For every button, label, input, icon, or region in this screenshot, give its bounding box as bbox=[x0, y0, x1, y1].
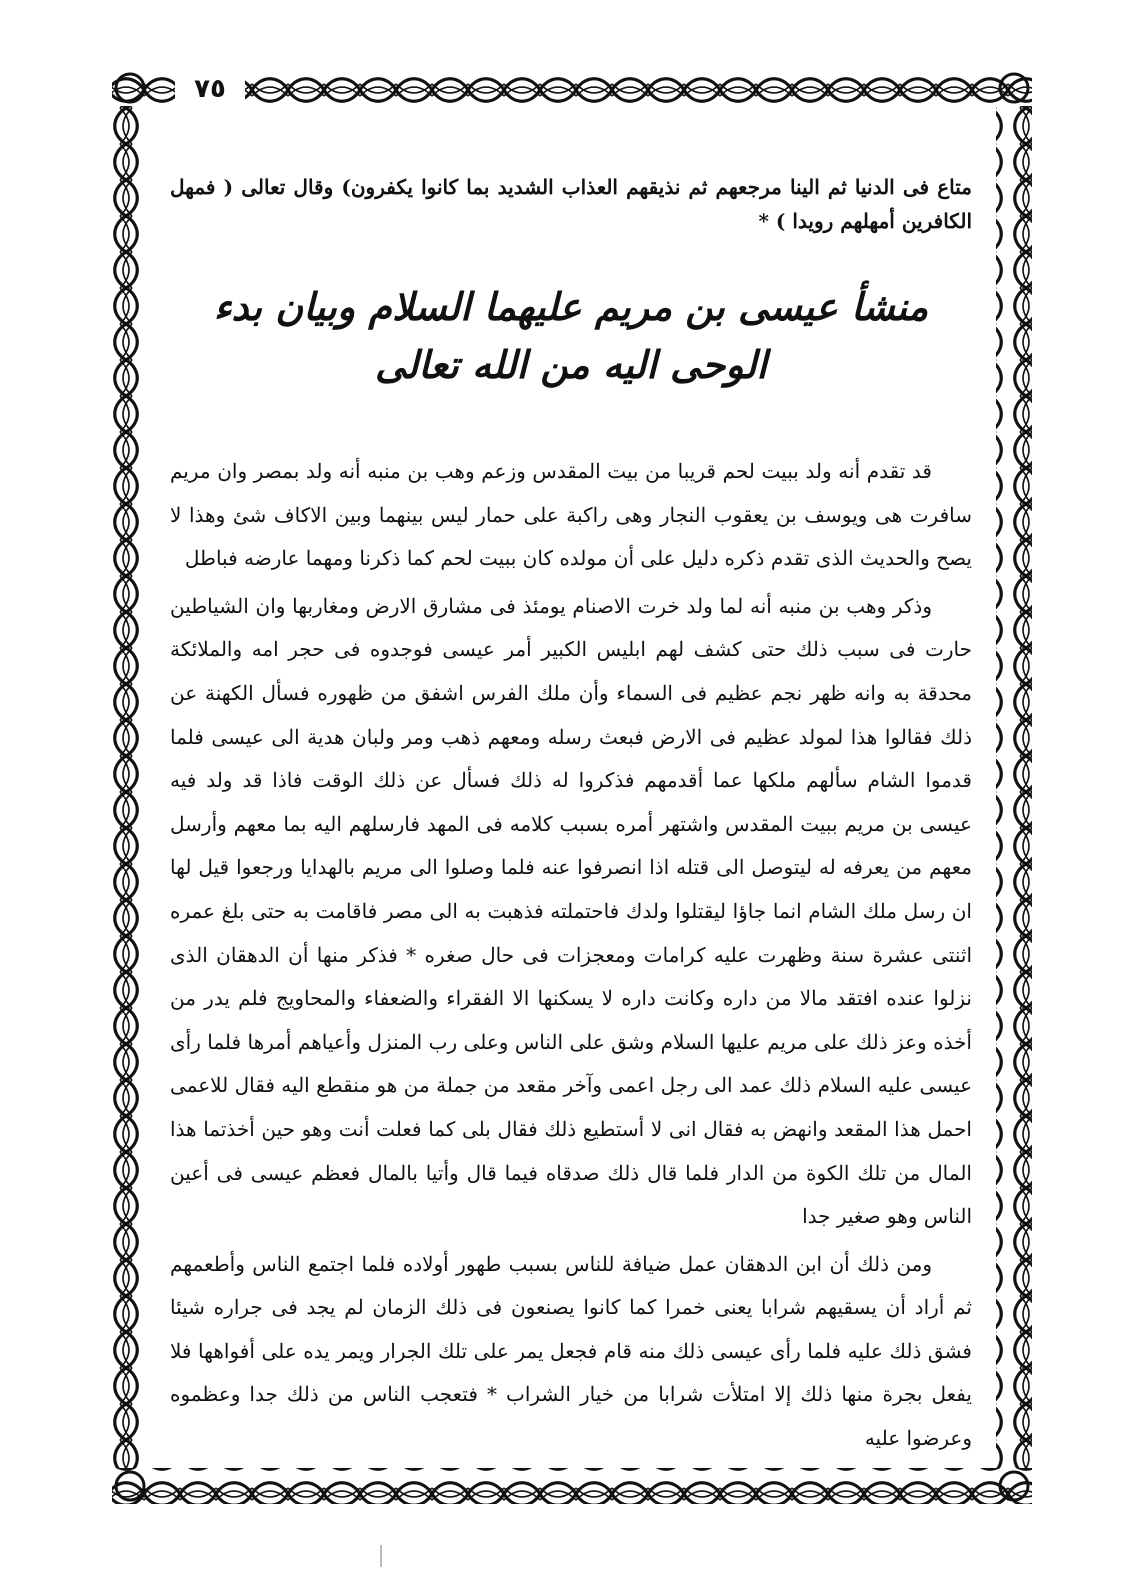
paragraph-3: ومن ذلك أن ابن الدهقان عمل ضيافة للناس بسبب طهور أولاده فلما اجتمع الناس وأطعمهم ثم أراد أن يسقيهم شرابا يعنى خمرا كما كانوا يصنعون فى ذلك الزمان لم يجد فى جراره شيئا فشق ذلك عليه فلما رأى عيسى ذلك منه قام فجعل يمر على تلك الجرار ويمر يده على أفواهها فلا يفعل بجرة منها ذلك إلا امتلأت شرابا من خيار الشراب * فتعجب الناس من ذلك جدا وعظموه وعرضوا عليه bbox=[170, 1251, 972, 1450]
scan-mark bbox=[380, 1545, 382, 1567]
chapter-title: منشأ عيسى بن مريم عليهما السلام وبيان بدء الوحى اليه من الله تعالى bbox=[213, 284, 929, 387]
paragraph-2: وذكر وهب بن منبه أنه لما ولد خرت الاصنام يومئذ فى مشارق الارض ومغاربها وان الشياطين حارت فى سبب ذلك حتى كشف لهم ابليس الكبير أمر عيسى فوجدوه فى حجر امه والملائكة محدقة به وانه ظهر نجم عظيم فى السماء وأن ملك الفرس اشفق من ظهوره فسأل الكهنة عن ذلك فقالوا هذا لمولد عظيم فى الارض فبعث رسله ومعهم ذهب ومر ولبان هدية الى عيسى فلما قدموا الشام سألهم ملكها عما أقدمهم فذكروا له ذلك فسأل عن ذلك الوقت فاذا قد ولد فيه عيسى بن مريم ببيت المقدس واشتهر أمره بسبب كلامه فى المهد فارسلهم اليه بما معهم وأرسل معهم من يعرفه له ليتوصل الى قتله اذا انصرفوا عنه فلما وصلوا الى مريم بالهدايا ورجعوا قيل لها ان رسل ملك الشام انما جاؤا ليقتلوا ولدك فاحتملته فذهبت به الى مصر فاقامت به حتى بلغ عمره اثنتى عشرة سنة وظهرت عليه كرامات ومعجزات فى حال صغره * فذكر منها أن الدهقان الذى نزلوا عنده افتقد مالا من داره وكانت داره لا يسكنها الا الفقراء والضعفاء والمحاويج فلم يدر من أخذه وعز ذلك على مريم عليها السلام وشق على الناس وعلى رب المنزل وأعياهم أمرها فلما رأى عيسى عليه السلام ذلك عمد الى رجل اعمى وآخر مقعد من جملة من هو منقطع اليه فقال للاعمى احمل هذا المقعد وانهض به فقال انى لا أستطيع ذلك فقال بلى كما فعلت أنت وهو حين أخذتما هذا المال من تلك الكوة من الدار فلما قال ذلك صدقاه فيما قال وأتيا بالمال فعظم عيسى فى أعين الناس وهو صغير جدا bbox=[170, 593, 972, 1229]
border-bottom bbox=[112, 1468, 1032, 1504]
intro-text: متاع فى الدنيا ثم الينا مرجعهم ثم نذيقهم العذاب الشديد بما كانوا يكفرون) وقال تعالى ( فمهل الكافرين أمهلهم رويدا ) * bbox=[170, 175, 972, 233]
border-top bbox=[112, 70, 1032, 106]
page-content bbox=[170, 170, 972, 1450]
border-left bbox=[112, 106, 148, 1468]
page-number: ٧٥ bbox=[175, 72, 245, 106]
border-right bbox=[996, 106, 1032, 1468]
paragraph-1: قد تقدم أنه ولد ببيت لحم قريبا من بيت المقدس وزعم وهب بن منبه أنه ولد بمصر وان مريم سافرت هى ويوسف بن يعقوب النجار وهى راكبة على حمار ليس بينهما وبين الاكاف شئ وهذا لا يصح والحديث الذى تقدم ذكره دليل على أن مولده كان ببيت لحم كما ذكرنا ومهما عارضه فباطل bbox=[170, 459, 972, 571]
